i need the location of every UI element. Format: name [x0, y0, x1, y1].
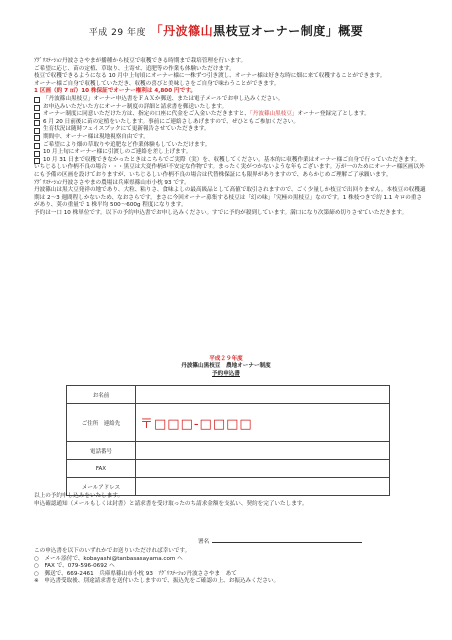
title-rest: 黒枝豆オーナー制度」概要: [213, 24, 364, 38]
product-description: 丹波篠山は黒大豆発祥の地であり、大粒、粘りさ、食味よしの最高級品として高値で取引されますので、ごく少量しか枝豆で出回りません。本枝豆の収穫適期は 2～3 週間程しかないため、なおさらです。まさに今回オーナー募集する枝豆は「幻の味」「究極の黒枝豆」なのです。1 株枝つきで約 1.1 キロの重さがあり、莢の重量で 1 株平均 500～600g 程度になります。: [34, 187, 426, 209]
postal-code-placeholder: 〒□□□-□□□□: [140, 417, 253, 432]
email-label: メールアドレス: [67, 478, 136, 496]
checkbox-icon: [34, 151, 40, 157]
name-label: お名前: [67, 386, 136, 404]
checkbox-icon: [34, 105, 40, 111]
name-field[interactable]: [136, 386, 390, 404]
fax-field[interactable]: [136, 460, 390, 478]
checklist-item: 生育状況は随時フェイスブックにて更新報告させていただきます。: [34, 126, 426, 134]
contact-fax: ○ FAX で、079-596-0692 へ: [34, 563, 115, 570]
apply-line: 以上の予約申し込みをいたします。: [34, 493, 124, 499]
checklist-item: 10 月上旬にオーナー様に引渡しのご連絡を差し上げます。: [34, 149, 426, 157]
checklist-item: 6 月 20 日前後に苗の定植をいたします。事前にご連絡さしあげますので、ぜひともご参加ください。: [34, 119, 426, 127]
checklist-item: お申込みいただいた方にオーナー制度の詳細と請求書を郵送いたします。: [34, 104, 426, 112]
fax-label: FAX: [67, 460, 136, 478]
checkbox-icon: [34, 135, 40, 141]
form-year-title: 平成２９年度: [209, 356, 243, 362]
title-highlight: 「丹波篠山: [150, 24, 214, 38]
address-label: ご住所 連絡先: [67, 404, 136, 442]
signature-label: 署名: [198, 539, 210, 545]
reservation-note: 予約は一口 10 株単位です。以下の予約申込書でお申し込みください。すでに予約が殺到しています。満口になり次第締め切りさせていただきます。: [34, 209, 408, 216]
contact-email: ○ メール添付で、kobayashi@tanbasasayama.com へ: [34, 555, 183, 562]
form-row-phone: [67, 442, 390, 460]
body-line-2: ご希望に応じ、苗の定植、草取り、土寄せ、追肥等の作業も体験いただけます。: [34, 65, 235, 72]
checklist-item: ご希望により畑の草取りや追肥など作業体験もしていただけます。: [34, 142, 426, 150]
form-row-name: [67, 386, 390, 404]
checkbox-icon: [34, 143, 40, 149]
checkbox-icon: [34, 120, 40, 126]
contact-mail: ○ 郵送で、669-2461 兵庫県篠山市小枕 93 ｱｸﾞﾘｽﾃｰｼｮﾝ丹波ささやま あて: [34, 570, 237, 577]
checkbox-icon: [34, 113, 40, 119]
form-row-fax: [67, 460, 390, 478]
phone-field[interactable]: [136, 442, 390, 460]
body-line-4: オーナー様ご自身で収穫していただき、収穫の喜びと美味しさをご自身で味わうことができます。: [34, 80, 280, 87]
crop-failure-note: いちじるしい作柄不良の場合・・・黒豆は大変作柄が不安定な作物です。まったく実がつかないような年もございます。万が一のためにオーナー様区画以外にも予備の区画を設けておりますが、いちじるしい作柄不良の場合は代替株保証にも限界がありますので、あらかじめご理解ご了承願います。: [34, 164, 425, 178]
checklist-item: 「丹波篠山黒枝豆」オーナー申込書をＦＡＸか郵送、または電子メールでお申し込みください。: [34, 96, 426, 104]
document-title: [0, 22, 452, 39]
form-header: [0, 356, 452, 378]
body-line-1: ｱｸﾞﾘｽﾃｰｼｮﾝ丹波ささやまが播種から枝豆で収穫できる時期まで栽培管理を行います。: [34, 58, 247, 64]
signature-area: [198, 537, 398, 545]
checkbox-icon: [34, 97, 40, 103]
overview-text: [34, 58, 426, 217]
contact-note: ※ 申込書受取後、別途請求書を送付いたしますので、振込先をご確認の上、お振込みください。: [34, 578, 280, 585]
application-form-table: [66, 385, 390, 496]
checklist-item: 期間中、オーナー様は現地視察自由です。: [34, 134, 426, 142]
price-line: 1 区画（約 7 ㎡）10 株保証でオーナー権利は 4,800 円です。: [34, 88, 196, 95]
confirmation-text: [34, 493, 426, 508]
farm-location: ｱｸﾞﾘｽﾃｰｼｮﾝ丹波ささやまの農場は兵庫県篠山市小枕 93 です。: [34, 179, 190, 186]
signature-field[interactable]: [212, 542, 362, 543]
body-line-3: 枝豆で収穫できるようになる 10 月中上旬頃にオーナー様に一株ずつ引き渡し、オーナー様は好きな時に畑に来て収穫することができます。: [34, 73, 386, 80]
checklist-item: オーナー制度に同意いただけた方は、指定の口座に代金をご入金いただきますと、「丹波篠山黒枝豆」オーナー登録完了とします。: [34, 111, 426, 119]
form-subtitle: 丹波篠山黒枝豆 農地オーナー制度: [181, 363, 271, 370]
phone-label: 電話番号: [67, 442, 136, 460]
address-field[interactable]: [136, 404, 390, 442]
checkbox-icon: [34, 128, 40, 134]
form-row-address: [67, 404, 390, 442]
payment-line: 申込確認通知（メールもしくは封書）と請求書を受け取ったのち請求金額を支払い、契約を完了いたします。: [34, 500, 308, 507]
contact-instructions: [34, 548, 426, 586]
title-year: 平成 29 年度: [88, 28, 146, 38]
form-sheet-title: 予約申込書: [212, 370, 240, 377]
checklist-item: 10 月 31 日まで収穫できなかったときはこちらでご実際（実）を、収穫してください。基本的に収穫作業はオーナー様ご自身で行っていただきます。: [34, 157, 426, 165]
contact-intro: この申込書を以下のいずれかでお送りいただければ幸いです。: [34, 548, 191, 554]
